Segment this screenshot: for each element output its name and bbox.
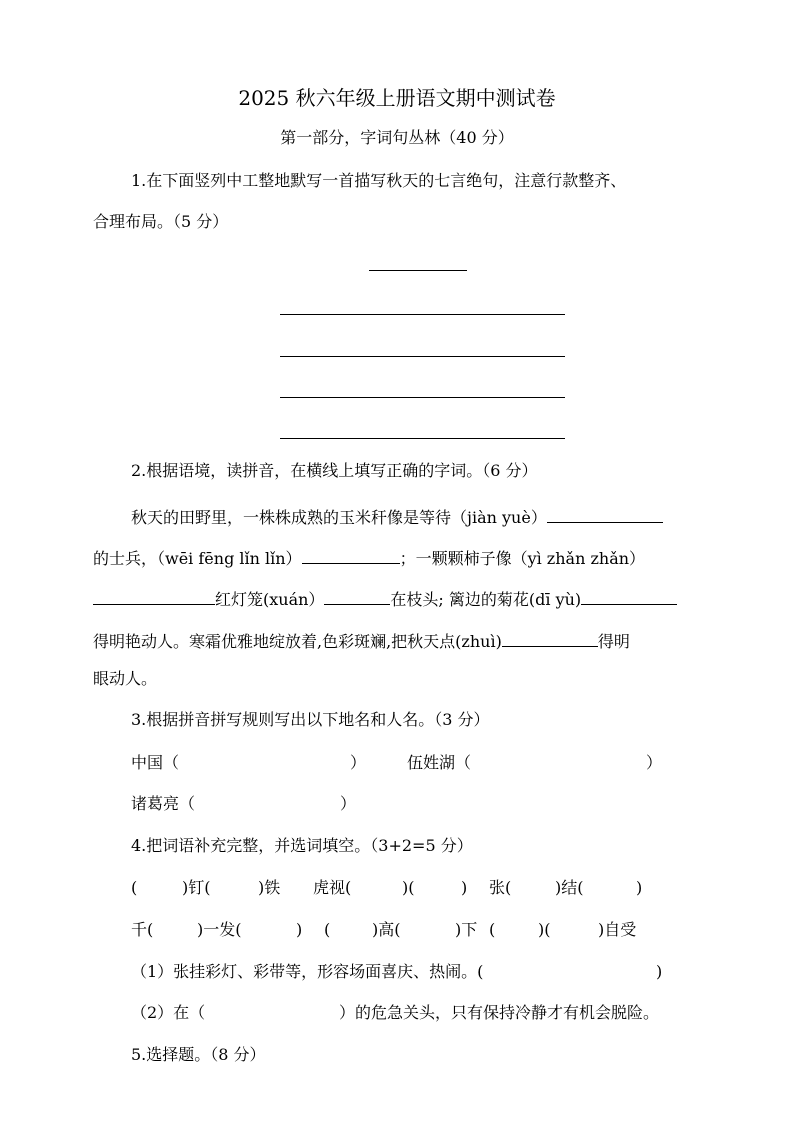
idiom-row-2-part: )( xyxy=(538,920,551,939)
question-2-passage-line4 xyxy=(93,630,630,650)
close-paren: ） xyxy=(340,794,357,813)
passage-text: 红灯笼(xuán） xyxy=(215,590,325,609)
answer-blank-zhui[interactable] xyxy=(502,630,598,647)
answer-blank-weifenglinlin[interactable] xyxy=(302,547,400,564)
idiom-row-1-part: ( xyxy=(131,878,138,897)
poem-line-3[interactable] xyxy=(280,397,565,398)
poem-line-4[interactable] xyxy=(280,438,565,439)
idiom-row-1-part: 虎视( xyxy=(313,878,352,897)
idiom-row-2-part: ) xyxy=(296,920,303,939)
idiom-row-2-part: )下 xyxy=(455,920,478,939)
passage-text: 秋天的田野里，一株株成熟的玉米秆像是等待（jiàn yuè） xyxy=(131,508,547,527)
idiom-row-1-part: ) xyxy=(636,878,643,897)
passage-text: 得明艳动人。寒霜优雅地绽放着,色彩斑斓,把秋天点(zhuì) xyxy=(93,632,502,651)
answer-blank-diyu[interactable] xyxy=(581,588,677,605)
close-paren: ） xyxy=(646,753,663,772)
passage-text: 在枝头; 篱边的菊花(dī yù) xyxy=(390,590,582,609)
question-5-heading: 5.选择题。（8 分） xyxy=(131,1045,266,1064)
fill-sentence-2-end: ）的危急关头，只有保持冷静才有机会脱险。 xyxy=(339,1003,660,1022)
idiom-row-2-part: )自受 xyxy=(598,920,637,939)
idiom-row-1-part: 张( xyxy=(489,878,512,897)
name-item-wuxinghu-label: 伍姓湖（ xyxy=(407,753,472,772)
name-item-zhongguo-label: 中国（ xyxy=(131,753,180,772)
answer-blank-xuan[interactable] xyxy=(324,588,390,605)
question-4-heading: 4.把词语补充完整，并选词填空。（3+2=5 分） xyxy=(131,836,473,855)
passage-text: 得明 xyxy=(597,632,630,651)
question-2-passage-line1 xyxy=(131,506,663,526)
question-2-passage-line3 xyxy=(93,588,677,608)
fill-answer-2[interactable] xyxy=(214,1002,334,1022)
idiom-row-2-part: ( xyxy=(324,920,331,939)
question-2-heading: 2.根据语境，读拼音，在横线上填写正确的字词。（6 分） xyxy=(131,461,538,480)
answer-blank-jianyue[interactable] xyxy=(547,506,663,523)
question-2-passage-line5: 眼动人。 xyxy=(93,669,158,688)
idiom-row-2-part: ( xyxy=(489,920,496,939)
poem-line-2[interactable] xyxy=(280,356,565,357)
question-3-heading: 3.根据拼音拼写规则写出以下地名和人名。（3 分） xyxy=(131,710,490,729)
name-item-zhugeliang-label: 诸葛亮（ xyxy=(131,794,196,813)
idiom-row-1-part: )铁 xyxy=(258,878,281,897)
idiom-row-2-part: )一发( xyxy=(197,920,242,939)
name-answer-zhugeliang[interactable] xyxy=(205,793,337,813)
idiom-row-1-part: )结( xyxy=(555,878,584,897)
fill-sentence-2-start: （2）在（ xyxy=(131,1003,206,1022)
fill-answer-1[interactable] xyxy=(540,961,650,981)
question-1-text-line2: 合理布局。（5 分） xyxy=(93,212,229,231)
page-title: 2025 秋六年级上册语文期中测试卷 xyxy=(238,86,556,110)
fill-sentence-1: （1）张挂彩灯、彩带等，形容场面喜庆、热闹。( xyxy=(131,962,484,981)
passage-text: ；一颗颗柿子像（yì zhǎn zhǎn） xyxy=(399,549,646,568)
close-paren: ） xyxy=(350,753,367,772)
name-answer-wuxinghu[interactable] xyxy=(480,752,640,772)
name-answer-zhongguo[interactable] xyxy=(187,752,347,772)
idiom-row-2-part: 千( xyxy=(131,920,154,939)
section-heading: 第一部分，字词句丛林（40 分） xyxy=(280,128,514,147)
idiom-row-1-part: ) xyxy=(461,878,468,897)
question-1-text-line1: 1.在下面竖列中工整地默写一首描写秋天的七言绝句，注意行款整齐、 xyxy=(131,171,627,190)
question-2-passage-line2 xyxy=(93,547,645,567)
idiom-row-2-part: )高( xyxy=(372,920,401,939)
poem-line-1[interactable] xyxy=(280,314,565,315)
poem-title-line[interactable] xyxy=(369,270,467,271)
answer-blank-yizhanzhan[interactable] xyxy=(93,588,215,605)
idiom-row-1-part: )钉( xyxy=(182,878,211,897)
idiom-row-1-part: )( xyxy=(402,878,415,897)
close-paren: ) xyxy=(656,962,663,981)
passage-text: 的士兵，（wēi fēng lǐn lǐn） xyxy=(93,549,302,568)
